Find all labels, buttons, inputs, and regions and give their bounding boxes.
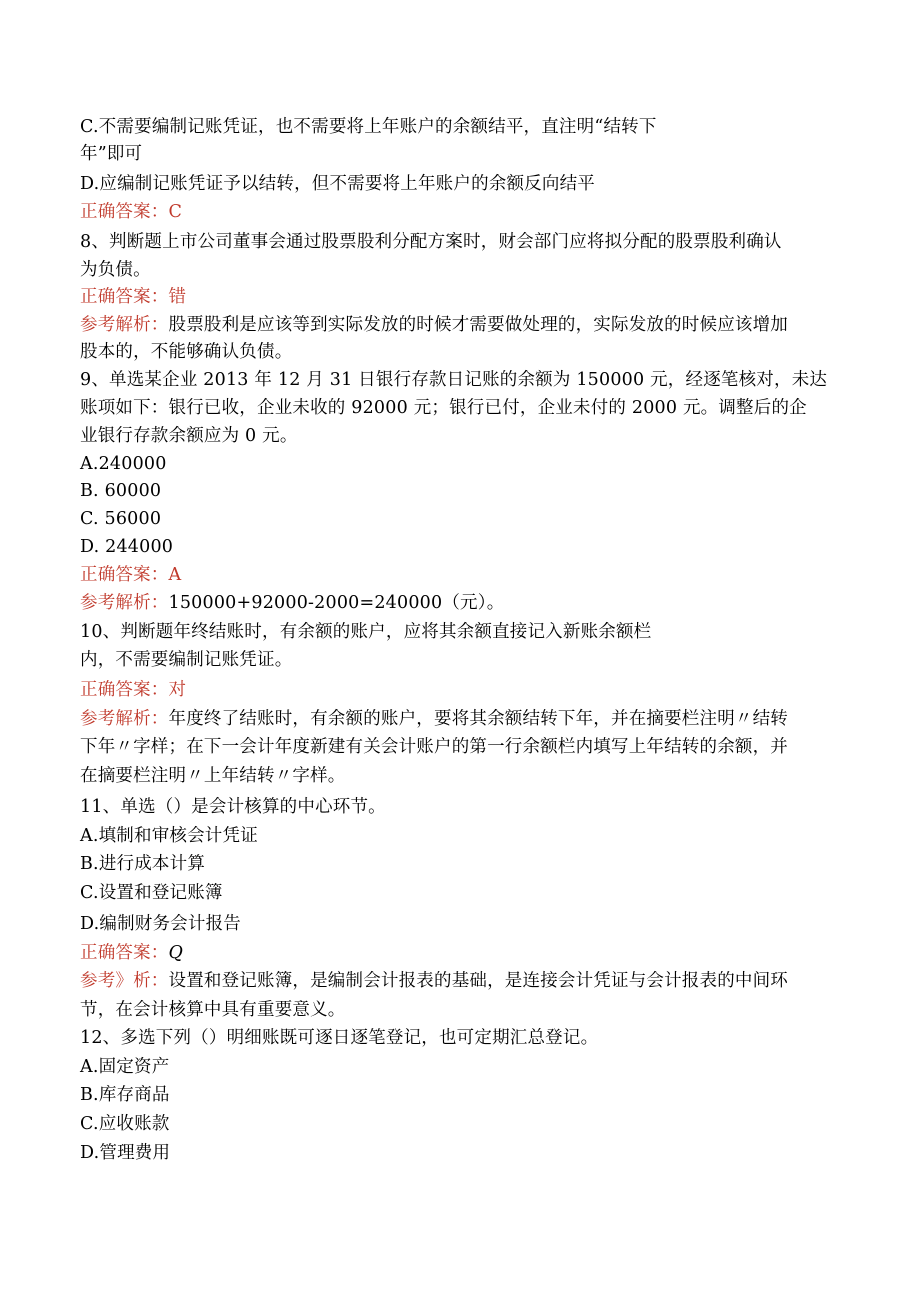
explanation-line-1 [80, 313, 788, 337]
option-c: C.应收账款 [80, 1114, 170, 1134]
question-10-line-2: 内，不需要编制记账凭证。 [80, 650, 293, 670]
option-a: A.240000 [80, 454, 167, 474]
option-d: D.管理费用 [80, 1143, 171, 1163]
option-a: A.固定资产 [80, 1057, 170, 1077]
question-9-line-1: 9、单选某企业 2013 年 12 月 31 日银行存款日记账的余额为 150000 元，经逐笔核对，未达 [80, 370, 828, 390]
question-9-line-2: 账项如下：银行已收，企业未收的 92000 元；银行已付，企业未付的 2000 元。调整后的企 [80, 398, 807, 418]
explanation-line-1 [80, 969, 788, 993]
question-11: 11、单选（）是会计核算的中心环节。 [80, 797, 386, 817]
correct-answer-line [80, 941, 183, 965]
correct-answer-label: 正确答案： [80, 943, 169, 963]
explanation-text: 设置和登记账簿，是编制会计报表的基础，是连接会计凭证与会计报表的中间环 [168, 971, 788, 991]
question-12: 12、多选下列（）明细账既可逐日逐笔登记，也可定期汇总登记。 [80, 1028, 599, 1048]
option-c: C.设置和登记账簿 [80, 883, 223, 903]
explanation-label: 参考解析： [80, 315, 169, 335]
correct-answer: 正确答案：错 [80, 287, 187, 307]
explanation-line-3: 在摘要栏注明〃上年结转〃字样。 [80, 766, 346, 786]
option-b: B. 60000 [80, 481, 162, 501]
option-d: D. 244000 [80, 537, 174, 557]
explanation-label: 参考》析： [80, 971, 169, 991]
explanation-text: 150000+92000-2000=240000（元）。 [168, 593, 505, 613]
question-8-line-2: 为负债。 [80, 260, 151, 280]
correct-answer-value: Q [168, 943, 184, 963]
explanation-line-1 [80, 591, 504, 615]
explanation-line-2: 下年〃字样；在下一会计年度新建有关会计账户的第一行余额栏内填写上年结转的余额，并 [80, 737, 788, 757]
question-10-line-1: 10、判断题年终结账时，有余额的账户，应将其余额直接记入新账余额栏 [80, 622, 652, 642]
explanation-text: 年度终了结账时，有余额的账户，要将其余额结转下年，并在摘要栏注明〃结转 [168, 709, 788, 729]
explanation-line-1 [80, 707, 788, 731]
explanation-line-2: 股本的，不能够确认负债。 [80, 342, 293, 362]
question-8-line-1: 8、判断题上市公司董事会通过股票股利分配方案时，财会部门应将拟分配的股票股利确认 [80, 232, 782, 252]
correct-answer: 正确答案：A [80, 565, 182, 585]
correct-answer: 正确答案：C [80, 202, 183, 222]
explanation-label: 参考解析： [80, 709, 169, 729]
option-b: B.进行成本计算 [80, 854, 206, 874]
option-c: C. 56000 [80, 509, 162, 529]
explanation-line-2: 节，在会计核算中具有重要意义。 [80, 1000, 346, 1020]
option-c-line-2: 年”即可 [80, 144, 143, 164]
option-b: B.库存商品 [80, 1085, 170, 1105]
explanation-text: 股票股利是应该等到实际发放的时候才需要做处理的，实际发放的时候应该增加 [168, 315, 788, 335]
option-c-line-1: C.不需要编制记账凭证，也不需要将上年账户的余额结平，直注明“结转下 [80, 117, 657, 137]
correct-answer: 正确答案：对 [80, 680, 187, 700]
option-d: D.编制财务会计报告 [80, 914, 241, 934]
option-a: A.填制和审核会计凭证 [80, 826, 258, 846]
option-d: D.应编制记账凭证予以结转，但不需要将上年账户的余额反向结平 [80, 174, 595, 194]
explanation-label: 参考解析： [80, 593, 169, 613]
question-9-line-3: 业银行存款余额应为 0 元。 [80, 426, 298, 446]
